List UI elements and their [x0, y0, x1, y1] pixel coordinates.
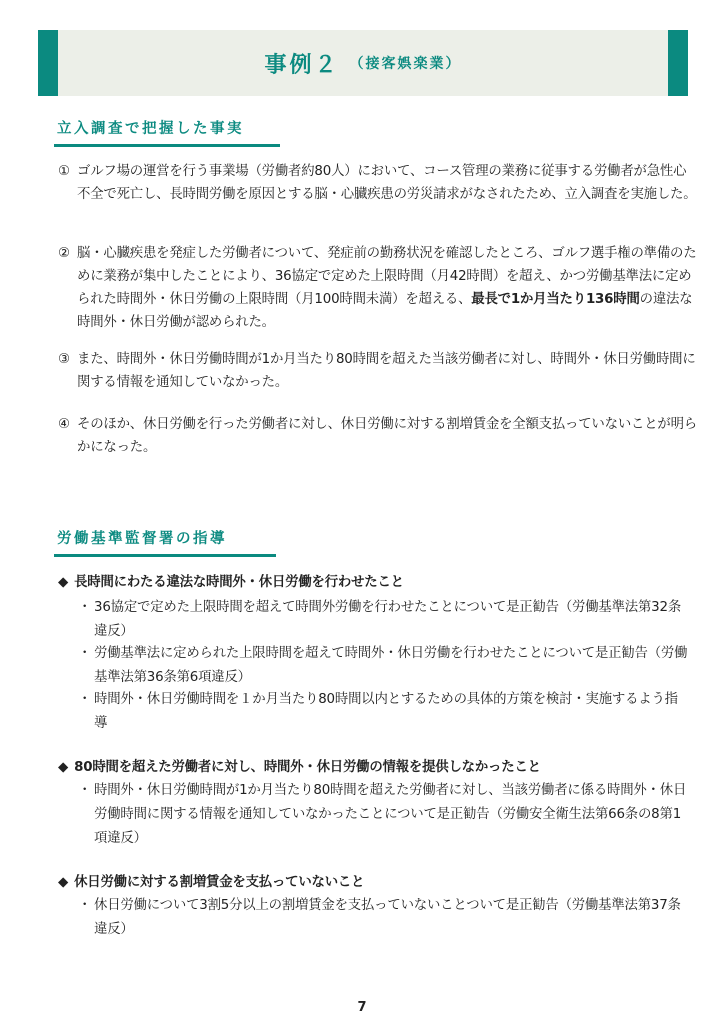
page-banner: [38, 30, 688, 96]
banner-subtitle: （接客娯楽業）: [349, 56, 462, 72]
fact-emphasis: 最長で1か月当たり136時間: [471, 292, 640, 307]
fact-text: また、時間外・休日労働時間が1か月当たり80時間を超えた当該労働者に対し、時間外・休日労働時間に関する情報を通知していなかった。: [77, 352, 696, 390]
bullet-dot: ・: [78, 646, 92, 661]
fact-item-2: [58, 242, 698, 334]
fact-text: ゴルフ場の運営を行う事業場（労働者約80人）において、コース管理の業務に従事する労働者が急性心不全で死亡し、長時間労働を原因とする脳・心臓疾患の労災請求がなされたため、立入調査を実施した。: [77, 164, 697, 202]
banner-title: 事例２: [264, 52, 340, 78]
guidance-bullet: [78, 688, 690, 736]
bullet-text: 労働基準法に定められた上限時間を超えて時間外・休日労働を行わせたことについて是正勧告（労働基準法第36条第6項違反）: [94, 646, 688, 685]
fact-text: [77, 242, 698, 334]
guidance-title-text: 長時間にわたる違法な時間外・休日労働を行わせたこと: [74, 575, 404, 590]
guidance-group-2-title: [58, 757, 541, 779]
section-facts-heading: [54, 117, 280, 147]
fact-number: ①: [58, 164, 70, 179]
fact-number: ④: [58, 417, 70, 432]
fact-item-1: [58, 160, 698, 206]
section-guidance-heading: [54, 527, 276, 557]
fact-number: ②: [58, 246, 70, 261]
diamond-icon: ◆: [58, 875, 69, 890]
section-guidance-rule: [54, 554, 276, 557]
section-guidance-title: 労働基準監督署の指導: [57, 531, 227, 547]
diamond-icon: ◆: [58, 760, 69, 775]
bullet-text: 時間外・休日労働時間を１か月当たり80時間以内とするための具体的方策を検討・実施するよう指導: [94, 692, 678, 731]
bullet-text: 36協定で定めた上限時間を超えて時間外労働を行わせたことについて是正勧告（労働基準法第32条違反）: [94, 600, 682, 639]
bullet-dot: ・: [78, 783, 92, 798]
fact-text-part: の違法な時間外・休日労働が認められた。: [77, 292, 693, 330]
guidance-bullet: [78, 596, 690, 644]
fact-number: ③: [58, 352, 70, 367]
bullet-text: 時間外・休日労働時間が1か月当たり80時間を超えた労働者に対し、当該労働者に係る時間外・休日労働時間に関する情報を通知していなかったことについて是正勧告（労働安全衛生法第66条の8第1項違反）: [94, 783, 687, 846]
guidance-group-1-title: [58, 572, 404, 594]
bullet-dot: ・: [78, 600, 92, 615]
guidance-bullet: [78, 779, 690, 851]
guidance-bullet: [78, 642, 690, 690]
guidance-title-text: 80時間を超えた労働者に対し、時間外・休日労働の情報を提供しなかったこと: [74, 760, 541, 775]
bullet-text: 休日労働について3割5分以上の割増賃金を支払っていないことついて是正勧告（労働基準法第37条違反）: [94, 898, 681, 937]
fact-item-4: [58, 413, 698, 459]
bullet-dot: ・: [78, 692, 92, 707]
guidance-bullet: [78, 894, 690, 942]
fact-text-part: 脳・心臓疾患を発症した労働者について、発症前の勤務状況を確認したところ、ゴルフ選手権の準備のために業務が集中したことにより、36協定で定めた上限時間（月42時間）を超え、かつ労働基準法に定められた時間外・休日労働の上限時間（月100時間未満）を超える、: [77, 246, 697, 307]
page-number: 7: [357, 1000, 367, 1015]
section-facts-rule: [54, 144, 280, 147]
bullet-dot: ・: [78, 898, 92, 913]
guidance-group-3-title: [58, 872, 364, 894]
fact-text: そのほか、休日労働を行った労働者に対し、休日労働に対する割増賃金を全額支払っていないことが明らかになった。: [77, 417, 697, 455]
diamond-icon: ◆: [58, 575, 69, 590]
guidance-title-text: 休日労働に対する割増賃金を支払っていないこと: [74, 875, 365, 890]
fact-item-3: [58, 348, 698, 394]
section-facts-title: 立入調査で把握した事実: [57, 121, 244, 137]
